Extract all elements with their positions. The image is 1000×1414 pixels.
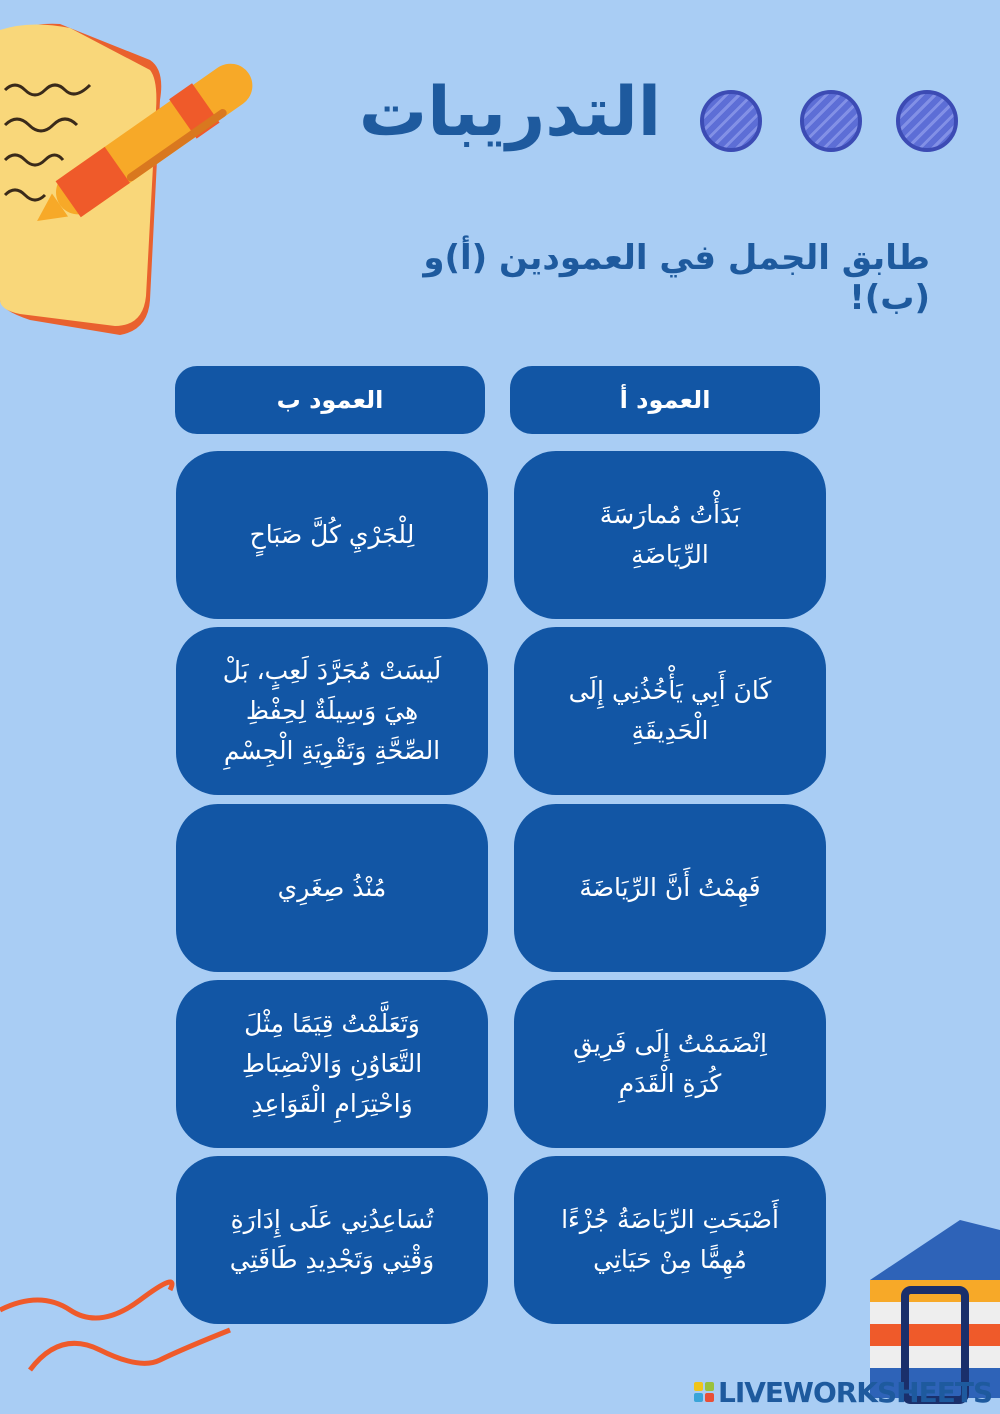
dot-icon xyxy=(700,90,762,152)
column-a-item[interactable]: أَصْبَحَتِ الرِّيَاضَةُ جُزْءًا مُهِمًّا مِنْ حَيَاتِي xyxy=(514,1156,826,1324)
column-a-item[interactable]: كَانَ أَبِي يَأْخُذُنِي إِلَى الْحَدِيقَةِ xyxy=(514,627,826,795)
page-title: التدريبات xyxy=(358,73,662,152)
liveworksheets-logo[interactable] xyxy=(694,1374,992,1410)
instruction-text: طابق الجمل في العمودين (أ)و (ب)! xyxy=(423,238,930,318)
dot-icon xyxy=(800,90,862,152)
column-a-item[interactable]: اِنْضَمَمْتُ إِلَى فَرِيقِ كُرَةِ الْقَدَمِ xyxy=(514,980,826,1148)
column-b-item[interactable]: تُسَاعِدُنِي عَلَى إِدَارَةِ وَقْتِي وَتَجْدِيدِ طَاقَتِي xyxy=(176,1156,488,1324)
dot-icon xyxy=(896,90,958,152)
column-a-item[interactable]: بَدَأْتُ مُمارَسَةَ الرِّيَاضَةِ xyxy=(514,451,826,619)
dots-decoration xyxy=(700,90,970,160)
column-b-item[interactable]: لِلْجَرْيِ كُلَّ صَبَاحٍ xyxy=(176,451,488,619)
column-b-header: العمود ب xyxy=(175,366,485,434)
logo-icon xyxy=(694,1382,714,1402)
paper-pen-illustration xyxy=(0,0,320,350)
logo-text: LIVEWORKSHEETS xyxy=(718,1375,993,1409)
column-a-header: العمود أ xyxy=(510,366,820,434)
column-a-item[interactable]: فَهِمْتُ أَنَّ الرِّيَاضَةَ xyxy=(514,804,826,972)
column-b-item[interactable]: مُنْذُ صِغَرِي xyxy=(176,804,488,972)
column-b-item[interactable]: وَتَعَلَّمْتُ قِيَمًا مِثْلَ التَّعَاوُنِ وَالانْضِبَاطِ وَاحْتِرَامِ الْقَوَاعِدِ xyxy=(176,980,488,1148)
column-b-item[interactable]: لَيسَتْ مُجَرَّدَ لَعِبٍ، بَلْ هِيَ وَسِيلَةٌ لِحِفْظِ الصِّحَّةِ وَتَقْوِيَةِ الْجِسْمِ xyxy=(176,627,488,795)
